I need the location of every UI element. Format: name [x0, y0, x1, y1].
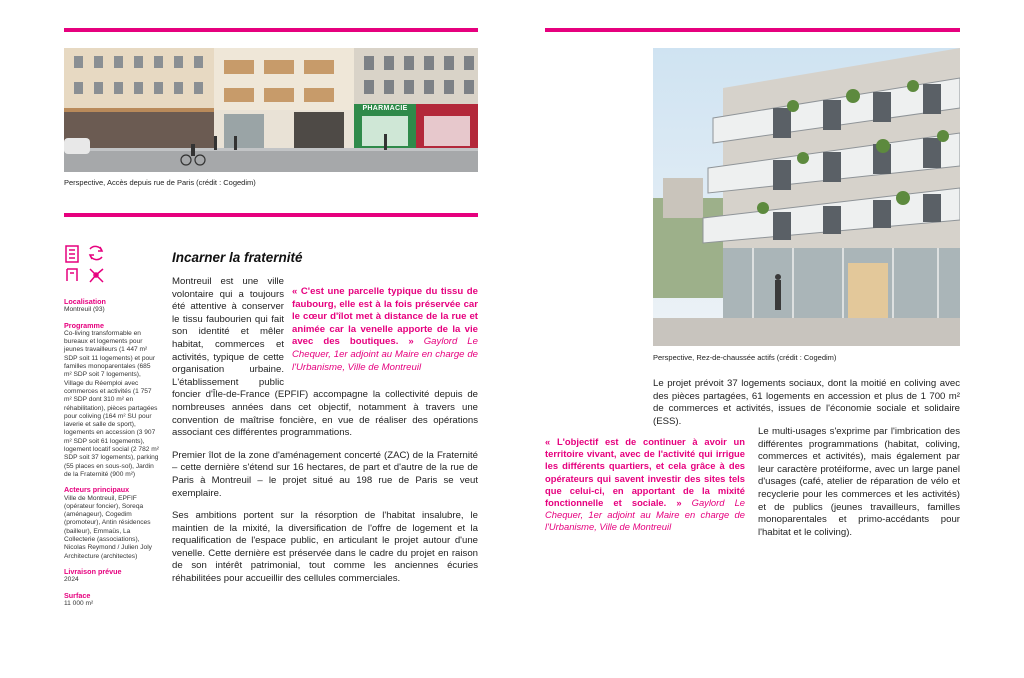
building-perspective-image [653, 48, 960, 346]
sidebar-label-surface: Surface [64, 590, 91, 600]
left-paragraph-3: Ses ambitions portent sur la résorption de l'habitat insalubre, le maintien de la mixité, la diversification de l'offre de logement et la requalification de l'espace public, en articulant le projet autour d'une venelle. Cette dernière est préservée dans le cadre du projet en raison de son intérêt patrimonial, tout comme les anciennes écuries réhabilitées pour accueillir des cellules commerciales. [172, 510, 478, 585]
sidebar-label-delivery: Livraison prévue [64, 566, 122, 576]
sidebar-label-location: Localisation [64, 297, 106, 306]
quote-2-attribution: Gaylord Le Chequer, 1er adjoint au Maire en charge de l'Urbanisme, Ville de Montreuil [545, 497, 746, 533]
left-caption: Perspective, Accès depuis rue de Paris (crédit : Cogedim) [64, 178, 256, 187]
right-caption: Perspective, Rez-de-chaussée actifs (crédit : Cogedim) [653, 353, 837, 362]
left-paragraph-1: « C'est une parcelle typique du tissu de faubourg, elle est à la fois préservée car le cœur d'îlot met à distance de la rue et animée car la venelle apporte de la vie avec des boutiques. » Gaylord Le Chequer, 1er adjoint au Maire en charge de l'Urbanisme, Ville de Montreuil Montreuil est une ville volontaire qui a toujours été attentive à conserver le tissu faubourien qui fait son identité et mêler habitat, commerces et activités, typique de cette organisation urbaine. L'établissement public foncier d'Île-de-France (EPFIF) accompagne la collectivité depuis de nombreuses années dans cet objectif, notamment à travers une convention de maîtrise foncière, en vue de réaliser des opérations associant ces différentes programmations. [172, 276, 478, 439]
street-perspective-image [64, 48, 478, 172]
left-body [172, 276, 478, 596]
left-paragraph-2: Premier îlot de la zone d'aménagement concerté (ZAC) de la Fraternité – cette dernière s'étend sur 16 hectares, de part et d'autre de la rue de Paris à Montreuil – le projet situé au 198 rue de Paris se veut exemplaire. [172, 449, 478, 499]
shop-sign: PHARMACIE [362, 105, 408, 112]
sidebar-label-program: Programme [64, 320, 104, 330]
top-rule-right [545, 28, 960, 32]
section-title: Incarner la fraternité [172, 250, 303, 265]
sidebar-value-delivery: 2024 [64, 576, 79, 584]
project-sidebar [64, 298, 159, 608]
top-rule-left [64, 28, 478, 32]
quote-1-attribution: Gaylord Le Chequer, 1er adjoint au Maire en charge de l'Urbanisme, Ville de Montreuil [292, 336, 478, 373]
mid-rule-left [64, 213, 478, 217]
sidebar-value-program: Co-living transformable en bureaux et logements pour jeunes travailleurs (1 447 m² SDP soit 11 logements) et pour familles monoparentales (685 m² SDP soit 7 logements), Village du Réemploi avec commerces et activités (1 757 m² SDP dont 310 m² en réhabilitation), pièces partagées pour coliving (164 m² SU pour laverie et salle de sport), logements en accession (3 907 m² SDP soit 61 logements), logement locatif social (2 782 m² SDP soit 37 logements), parking (55 places en sous-sol), Jardin de la Fraternité (900 m²) [64, 329, 159, 478]
sidebar-value-location: Montreuil (93) [64, 306, 105, 314]
sidebar-value-actors: Ville de Montreuil, EPFIF (opérateur foncier), Soreqa (aménageur), Cogedim (promoteur), Antin résidences (bailleur), Emmaüs, La Collecterie (associations), Nicolas Reymond / Julien Joly Architecture (architectes) [64, 494, 152, 560]
program-icons [64, 243, 108, 285]
sidebar-label-actors: Acteurs principaux [64, 485, 130, 495]
sidebar-value-surface: 11 000 m² [64, 599, 94, 607]
quote-2: « L'objectif est de continuer à avoir un territoire vivant, avec de l'activité qui irrigue les différents quartiers, et cela grâce à des opérateurs qui savent investir des sites tels que celui-ci, en apportant de la mixité fonctionnelle et sociale. » Gaylord Le Chequer, 1er adjoint au Maire en charge de l'Urbanisme, Ville de Montreuil [545, 436, 746, 533]
right-paragraph-2: Le multi-usages s'exprime par l'imbrication des différentes programmations (habitat, coliving, commerces et activités), mais également par leur caractère protéiforme, avec un large panel d'usages (café, atelier de réparation de vélo et recyclerie pour les commerces et les activités) et de publics (jeunes travailleurs, familles monoparentales et primo-accédants pour l'habitat et le coliving). [758, 426, 960, 538]
quote-1: « C'est une parcelle typique du tissu de faubourg, elle est à la fois préservée car le cœur d'îlot met à distance de la rue et animée car la venelle apporte de la vie avec des boutiques. » Gaylord Le Chequer, 1er adjoint au Maire en charge de l'Urbanisme, Ville de Montreuil [292, 286, 478, 373]
right-paragraph-1: Le projet prévoit 37 logements sociaux, dont la moitié en coliving avec des pièces partagées, 61 logements en accession et plus de 1 700 m² de commerces et activités, issues de l'économie sociale et solidaire (ESS). [653, 378, 960, 427]
workshop-icon [67, 269, 77, 281]
